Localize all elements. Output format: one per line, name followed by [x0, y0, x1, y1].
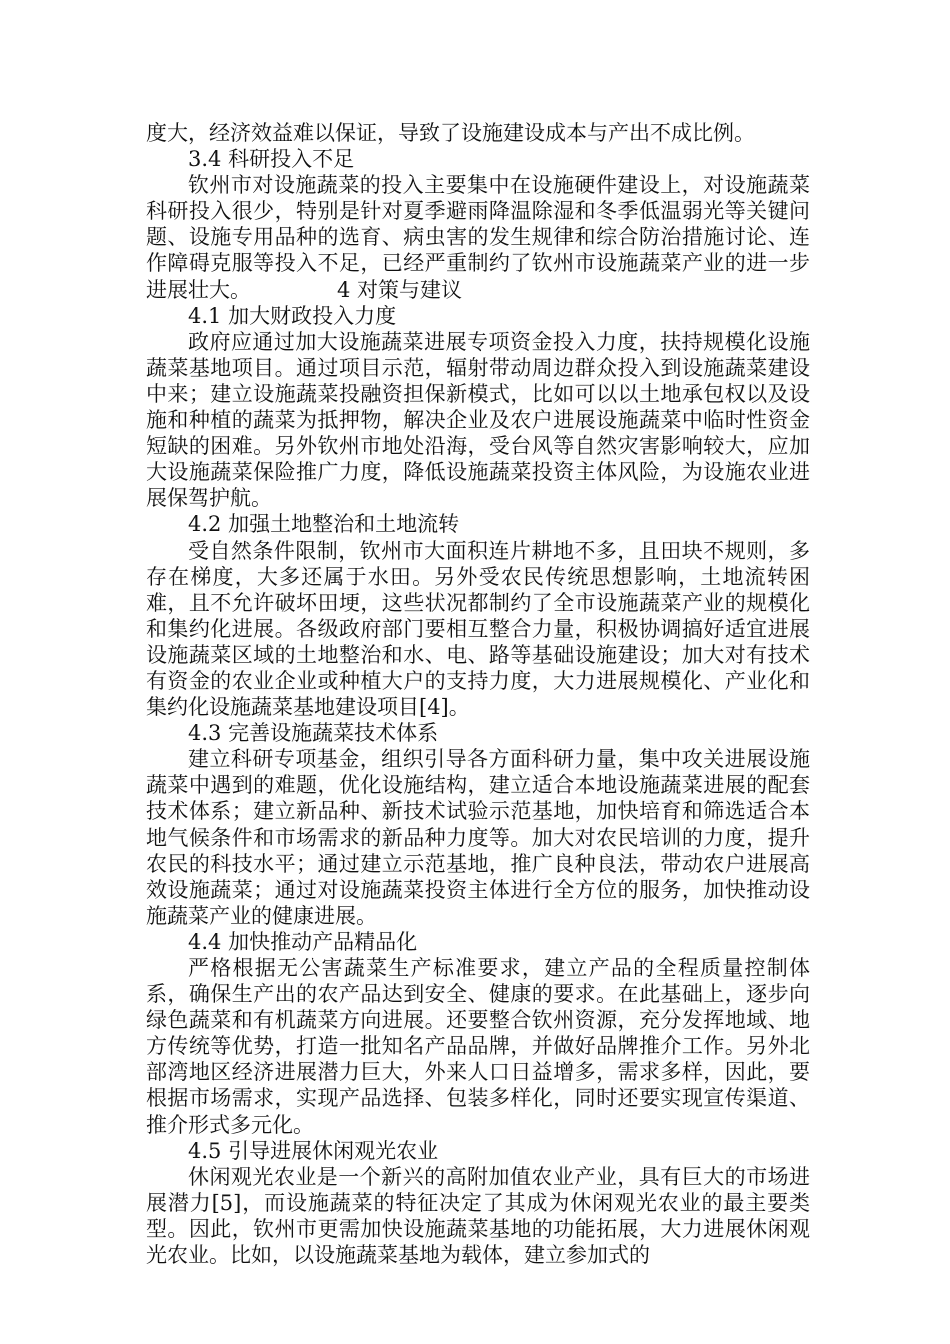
- section-heading-4-3: 4.3 完善设施蔬菜技术体系: [188, 721, 439, 746]
- paragraph-4-5: 休闲观光农业是一个新兴的高附加值农业产业，具有巨大的市场进展潜力[5]，而设施蔬菜的特征决定了其成为休闲观光农业的最主要类型。因此，钦州市更需加快设施蔬菜基地的功能拓展，大力进展休闲观光农业。比如，以设施蔬菜基地为载体，建立参加式的: [146, 1164, 810, 1268]
- paragraph-4-4: 严格根据无公害蔬菜生产标准要求，建立产品的全程质量控制体系，确保生产出的农产品达到安全、健康的要求。在此基础上，逐步向绿色蔬菜和有机蔬菜方向进展。还要整合钦州资源，充分发挥地域、地方传统等优势，打造一批知名产品品牌，并做好品牌推介工作。另外北部湾地区经济进展潜力巨大，外来人口日益增多，需求多样，因此，要根据市场需求，实现产品选择、包装多样化，同时还要实现宣传渠道、推介形式多元化。: [146, 956, 810, 1137]
- section-heading-3-4: 3.4 科研投入不足: [188, 147, 355, 172]
- paragraph-4-3: 建立科研专项基金，组织引导各方面科研力量，集中攻关进展设施蔬菜中遇到的难题，优化设施结构，建立适合本地设施蔬菜进展的配套技术体系；建立新品种、新技术试验示范基地，加快培育和筛选适合本地气候条件和市场需求的新品种力度等。加大对农民培训的力度，提升农民的科技水平；通过建立示范基地，推广良种良法，带动农户进展高效设施蔬菜；通过对设施蔬菜投资主体进行全方位的服务，加快推动设施蔬菜产业的健康进展。: [146, 747, 810, 928]
- section-heading-4-5: 4.5 引导进展休闲观光农业: [188, 1138, 439, 1163]
- paragraph-continuation: 度大，经济效益难以保证，导致了设施建设成本与产出不成比例。: [146, 121, 755, 145]
- section-heading-4-1: 4.1 加大财政投入力度: [188, 303, 397, 328]
- paragraph-4-1: 政府应通过加大设施蔬菜进展专项资金投入力度，扶持规模化设施蔬菜基地项目。通过项目示范，辐射带动周边群众投入到设施蔬菜建设中来；建立设施蔬菜投融资担保新模式，比如可以以土地承包权以及设施和种植的蔬菜为抵押物，解决企业及农户进展设施蔬菜中临时性资金短缺的困难。另外钦州市地处沿海，受台风等自然灾害影响较大，应加大设施蔬菜保险推广力度，降低设施蔬菜投资主体风险，为设施农业进展保驾护航。: [146, 329, 810, 511]
- section-heading-4-2: 4.2 加强土地整治和土地流转: [188, 512, 460, 537]
- paragraph-3-4-text: 钦州市对设施蔬菜的投入主要集中在设施硬件建设上，对设施蔬菜科研投入很少，特别是针对夏季避雨降温除湿和冬季低温弱光等关键问题、设施专用品种的选育、病虫害的发生规律和综合防治措施讨论、连作障碍克服等投入不足，已经严重制约了钦州市设施蔬菜产业的进一步进展壮大。: [146, 173, 810, 302]
- paragraph-3-4: [146, 172, 810, 302]
- section-heading-4-4: 4.4 加快推动产品精品化: [188, 929, 418, 954]
- paragraph-4-2: 受自然条件限制，钦州市大面积连片耕地不多，且田块不规则，多存在梯度，大多还属于水田。另外受农民传统思想影响，土地流转困难，且不允许破坏田埂，这些状况都制约了全市设施蔬菜产业的规模化和集约化进展。各级政府部门要相互整合力量，积极协调搞好适宜进展设施蔬菜区域的土地整治和水、电、路等基础设施建设；加大对有技术有资金的农业企业或种植大户的支持力度，大力进展规模化、产业化和集约化设施蔬菜基地建设项目[4]。: [146, 538, 810, 720]
- document-body: [146, 120, 810, 1268]
- section-heading-4: 4 对策与建议: [337, 277, 463, 302]
